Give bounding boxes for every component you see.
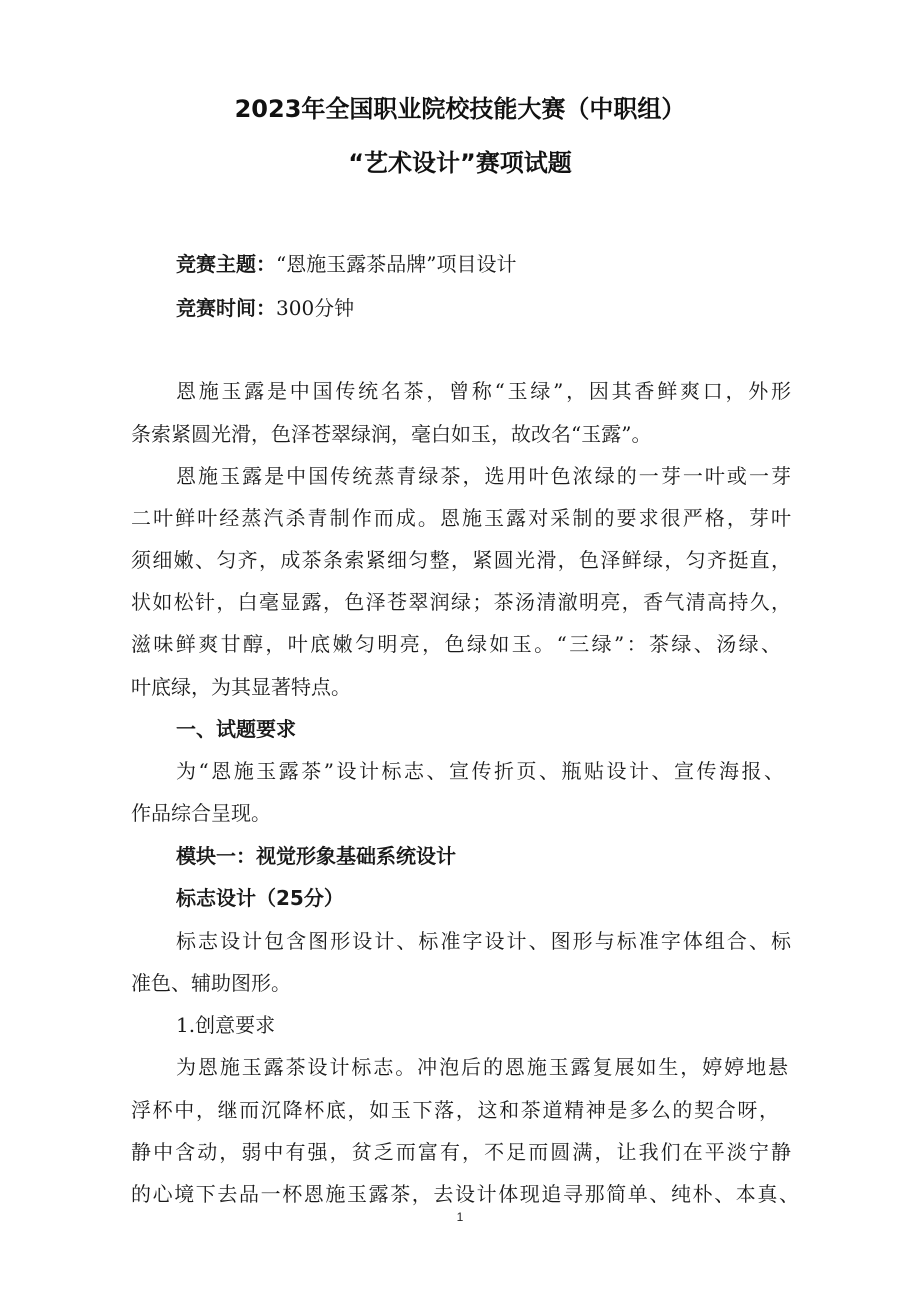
time-value: 300分钟: [276, 296, 355, 320]
paragraph-line: 状如松针，白毫显露，色泽苍翠润绿；茶汤清澈明亮，香气清高持久，: [131, 590, 791, 614]
theme-value: “恩施玉露茶品牌”项目设计: [276, 252, 517, 276]
paragraph-line: 滋味鲜爽甘醇，叶底嫩匀明亮，色绿如玉。“三绿”：茶绿、汤绿、: [131, 632, 781, 656]
paragraph-line: 浮杯中，继而沉降杯底，如玉下落，这和茶道精神是多么的契合呀，: [131, 1098, 779, 1122]
paragraph-line: 二叶鲜叶经蒸汽杀青制作而成。恩施玉露对采制的要求很严格，芽叶: [131, 506, 791, 530]
paragraph-line: 的心境下去品一杯恩施玉露茶，去设计体现追寻那简单、纯朴、本真、: [131, 1182, 799, 1206]
competition-theme: [176, 251, 516, 277]
time-label: 竞赛时间：: [176, 296, 276, 320]
paragraph-line: 恩施玉露是中国传统蒸青绿茶，选用叶色浓绿的一芽一叶或一芽: [176, 464, 791, 488]
paragraph-line: 准色、辅助图形。: [131, 971, 291, 995]
paragraph-line: 叶底绿，为其显著特点。: [131, 675, 351, 699]
document-title-line2: “艺术设计”赛项试题: [348, 149, 572, 177]
paragraph-line: 恩施玉露是中国传统名茶，曾称“玉绿”，因其香鲜爽口，外形: [176, 379, 791, 403]
theme-label: 竞赛主题：: [176, 252, 276, 276]
document-title-line1: 2023年全国职业院校技能大赛（中职组）: [234, 95, 686, 123]
competition-time: [176, 295, 354, 321]
page-number: 1: [456, 1210, 464, 1224]
paragraph-line: 作品综合呈现。: [131, 801, 271, 825]
paragraph-line: 标志设计包含图形设计、标准字设计、图形与标准字体组合、标: [176, 929, 791, 953]
logo-design-heading: 标志设计（25分）: [176, 886, 344, 910]
paragraph-line: 为“恩施玉露茶”设计标志、宣传折页、瓶贴设计、宣传海报、: [176, 759, 784, 783]
module-heading: 模块一：视觉形象基础系统设计: [176, 844, 456, 868]
creative-requirement-heading: 1.创意要求: [176, 1013, 276, 1037]
paragraph-line: 条索紧圆光滑，色泽苍翠绿润，毫白如玉，故改名“玉露”。: [131, 422, 652, 446]
paragraph-line: 静中含动，弱中有强，贫乏而富有，不足而圆满，让我们在平淡宁静: [131, 1140, 791, 1164]
paragraph-line: 须细嫩、匀齐，成茶条索紧细匀整，紧圆光滑，色泽鲜绿，匀齐挺直，: [131, 548, 791, 572]
section-heading: 一、试题要求: [176, 717, 296, 741]
paragraph-line: 为恩施玉露茶设计标志。冲泡后的恩施玉露复展如生，婷婷地悬: [176, 1055, 788, 1079]
